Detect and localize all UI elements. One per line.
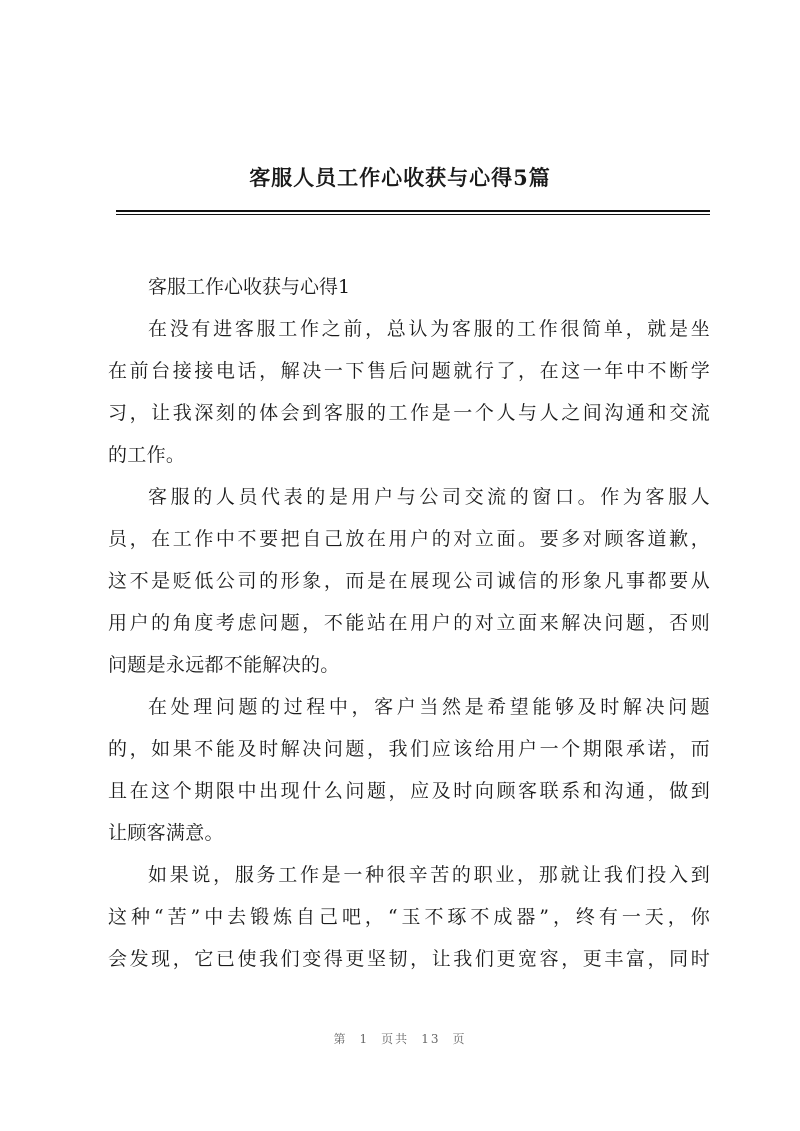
paragraph-line: 在没有进客服工作之前，总认为客服的工作很简单，就是坐 (148, 318, 710, 340)
paragraph-4 (108, 854, 710, 980)
paragraph-line: 这种“苦”中去锻炼自己吧，“玉不琢不成器”，终有一天，你 (108, 906, 710, 928)
paragraph-line: 客服的人员代表的是用户与公司交流的窗口。作为客服人 (148, 486, 710, 508)
paragraph-line: 的工作。 (108, 444, 186, 466)
paragraph-line: 如果说，服务工作是一种很辛苦的职业，那就让我们投入到 (148, 864, 710, 886)
footer-suffix: 页 (452, 1032, 467, 1046)
footer-middle: 页共 (381, 1032, 410, 1046)
paragraph-1 (108, 308, 710, 476)
paragraph-line: 问题是永远都不能解决的。 (108, 654, 340, 676)
title-underline-thin (116, 214, 710, 215)
paragraph-line: 这不是贬低公司的形象，而是在展现公司诚信的形象凡事都要从 (108, 570, 710, 592)
paragraph-line: 让顾客满意。 (108, 822, 224, 844)
document-body (108, 266, 710, 980)
title-underline-thick (116, 210, 710, 212)
footer-prefix: 第 (333, 1032, 348, 1046)
paragraph-line: 员，在工作中不要把自己放在用户的对立面。要多对顾客道歉， (108, 528, 710, 550)
section-heading: 客服工作心收获与心得1 (148, 276, 351, 298)
footer-page-number: 1 (359, 1032, 370, 1046)
document-title: 客服人员工作心收获与心得5篇 (249, 165, 551, 190)
footer-total-pages: 13 (421, 1032, 441, 1046)
paragraph-line: 的，如果不能及时解决问题，我们应该给用户一个期限承诺，而 (108, 738, 710, 760)
paragraph-line: 且在这个期限中出现什么问题，应及时向顾客联系和沟通，做到 (108, 780, 710, 802)
paragraph-line: 在处理问题的过程中，客户当然是希望能够及时解决问题 (148, 696, 710, 718)
paragraph-3 (108, 686, 710, 854)
paragraph-2 (108, 476, 710, 686)
page-footer (0, 1030, 800, 1047)
paragraph-line: 用户的角度考虑问题，不能站在用户的对立面来解决问题，否则 (108, 612, 710, 634)
paragraph-line: 会发现，它已使我们变得更坚韧，让我们更宽容，更丰富，同时 (108, 948, 710, 970)
paragraph-line: 习，让我深刻的体会到客服的工作是一个人与人之间沟通和交流 (108, 402, 710, 424)
paragraph-line: 在前台接接电话，解决一下售后问题就行了，在这一年中不断学 (108, 360, 710, 382)
